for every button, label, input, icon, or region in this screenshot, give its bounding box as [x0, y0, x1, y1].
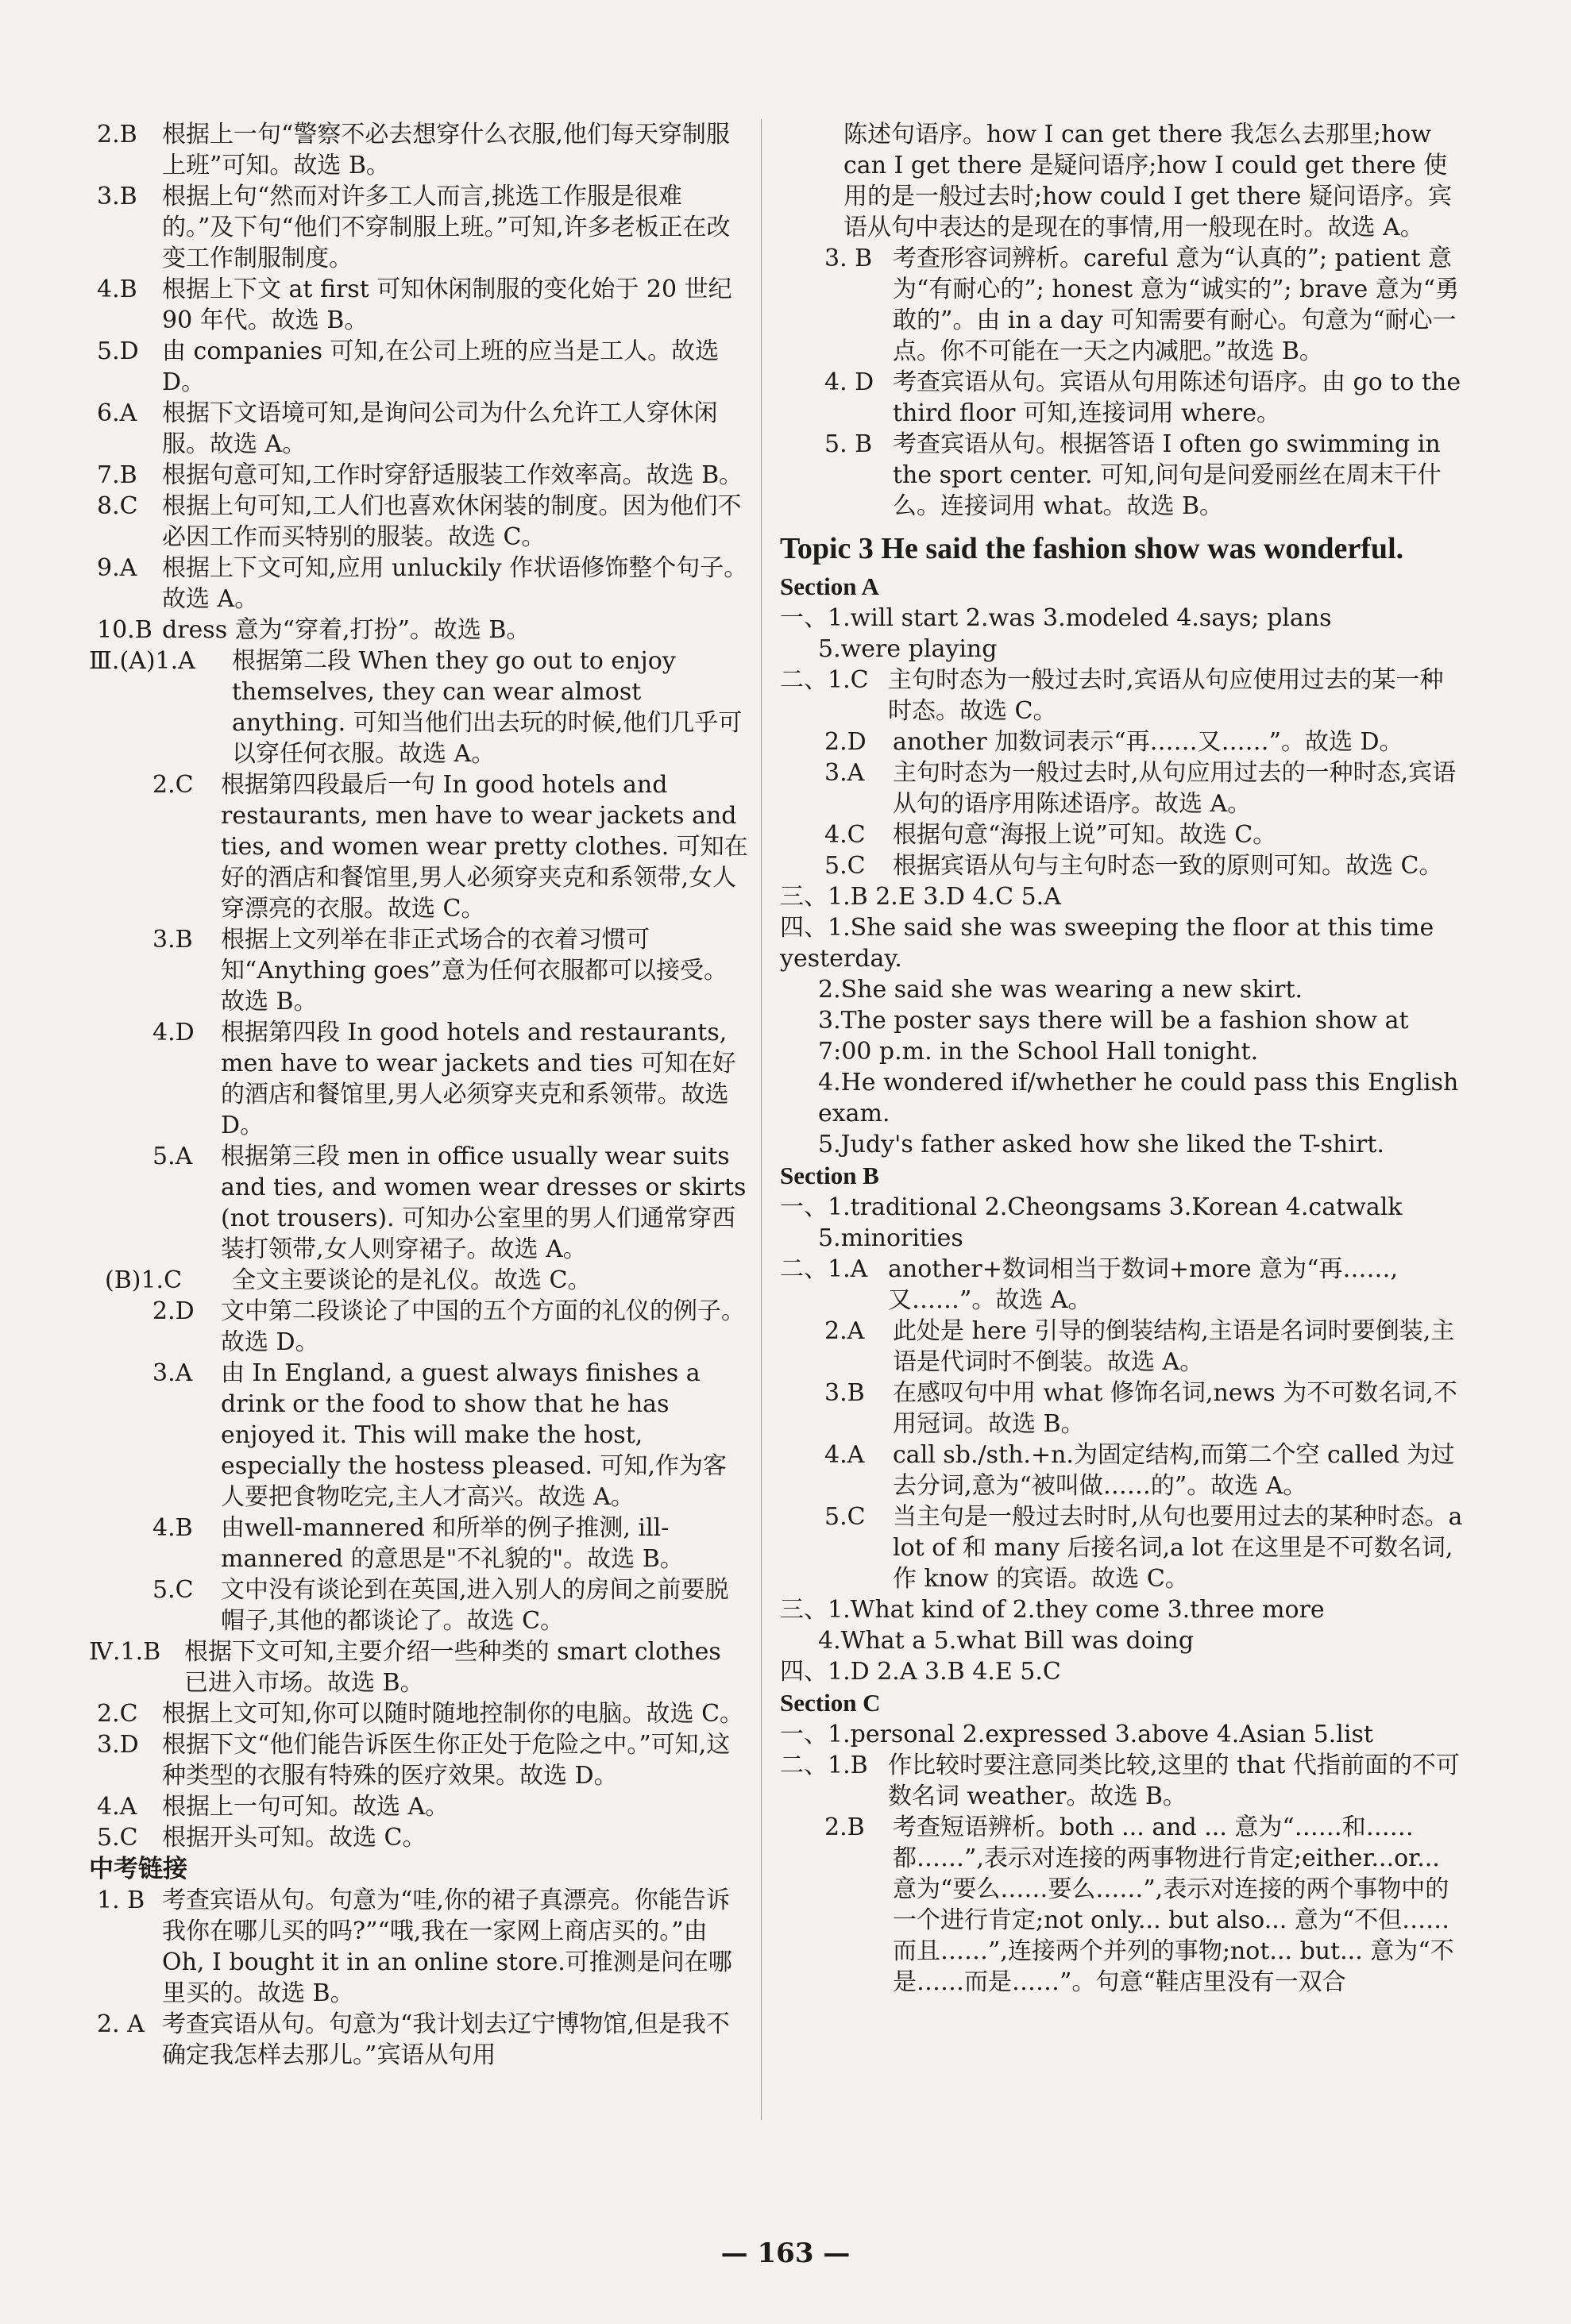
answer-item — [780, 819, 1463, 850]
answer-number: 4.A — [97, 1793, 137, 1821]
answer-text: 根据下文“他们能告诉医生你正处于危险之中。”可知,这种类型的衣服有特殊的医疗效果。故选 D。 — [162, 1731, 731, 1790]
answer-text: 由 In England, a guest always finishes a drink or the food to show that he has enjoyed it. This will make the host, especially the hostess pleased. 可知,作为客人要把食物吃完,主人才高兴。故选 A。 — [221, 1359, 728, 1511]
answer-number: 5.D — [97, 337, 139, 365]
answer-number: 4.C — [824, 821, 866, 849]
section-b-q2 — [780, 1316, 1463, 1594]
answer-number: 2.C — [152, 771, 194, 799]
section-b-q1-cont: 5.minorities — [818, 1224, 963, 1252]
answer-item — [780, 1316, 1463, 1378]
section-a-q2-1: 二、1.C 主句时态为一般过去时,宾语从句应使用过去的某一种时态。故选 C。 — [780, 666, 1444, 725]
answer-text: 由 companies 可知,在公司上班的应当是工人。故选 D。 — [162, 337, 720, 396]
section-c-q2-1: 二、1.B 作比较时要注意同类比较,这里的 that 代指前面的不可数名词 weather。故选 B。 — [780, 1752, 1460, 1810]
answer-group-2 — [89, 119, 748, 646]
answer-number: 3.D — [97, 1731, 139, 1759]
answer-group-zhongkao — [89, 1885, 748, 2071]
answer-text: 根据第四段最后一句 In good hotels and restaurants, men have to wear jackets and ties, and women wear pretty clothes. 可知在好的酒店和餐馆里,男人必须穿夹克和系领带,女人穿漂亮的衣服。故选 C。 — [221, 771, 748, 923]
answer-text: 根据上下文可知,应用 unluckily 作状语修饰整个句子。故选 A。 — [162, 554, 748, 613]
answer-item — [89, 769, 748, 924]
continuation-text: 陈述句语序。how I can get there 我怎么去那里;how can I get there 是疑问语序;how I could get there 使用的是一般过去时;how could I get there 疑问语序。宾语从句中表达的是现在的事情,用一般现在时。故选 A。 — [843, 121, 1452, 241]
answer-item-3a-1: Ⅲ.(A)1.A 根据第二段 When they go out to enjoy themselves, they can wear almost anything. 可知当他们出去玩的时候,他们几乎可以穿任何衣服。故选 A。 — [89, 647, 743, 768]
answer-text: 此处是 here 引导的倒装结构,主语是名词时要倒装,主语是代词时不倒装。故选 A。 — [893, 1317, 1455, 1376]
answer-text: 根据上下文 at first 可知休闲制服的变化始于 20 世纪 90 年代。故选 B。 — [162, 276, 732, 334]
answer-item — [780, 850, 1463, 881]
answer-text: 考查短语辨析。both ... and ... 意为“……和……都……”,表示对连接的两事物进行肯定;either...or... 意为“要么……要么……”,表示对连接的两个事物中的一个进行肯定;not only... but also... 意为“不但……而且……”,连接两个并列的事物;not... but... 意为“不是……而是……”。句意“鞋店里没有一双合 — [893, 1813, 1454, 1996]
answer-item — [89, 1822, 748, 1853]
answer-item — [89, 398, 748, 460]
section-a-q4-1: 四、1.She said she was sweeping the floor at this time yesterday. — [780, 914, 1434, 973]
answer-number: 4.A — [824, 1441, 865, 1469]
answer-number: 9.A — [97, 554, 137, 582]
answer-number: 3.B — [824, 1379, 865, 1407]
answer-item — [89, 1729, 748, 1791]
answer-text: 文中没有谈论到在英国,进入别人的房间之前要脱帽子,其他的都谈论了。故选 C。 — [221, 1576, 729, 1635]
answer-number: 3. B — [824, 245, 873, 272]
answer-item — [89, 1513, 748, 1574]
answer-text: 根据上文列举在非正式场合的衣着习惯可知“Anything goes”意为任何衣服都可以接受。故选 B。 — [221, 926, 728, 1016]
answer-item — [780, 757, 1463, 819]
answer-text: 根据上文可知,你可以随时随地控制你的电脑。故选 C。 — [162, 1700, 744, 1728]
answer-item — [89, 119, 748, 181]
answer-number: 4. D — [824, 368, 874, 396]
answer-text: 文中第二段谈论了中国的五个方面的礼仪的例子。故选 D。 — [221, 1297, 745, 1356]
answer-group-3a — [89, 769, 748, 1265]
section-a-heading: Section A — [780, 572, 879, 600]
answer-number: 2.D — [152, 1297, 195, 1325]
answer-text: 考查宾语从句。句意为“哇,你的裙子真漂亮。你能告诉我你在哪儿买的吗?”“哦,我在一家网上商店买的。”由 Oh, I bought it in an online store.可推测是问在哪里买的。故选 B。 — [162, 1887, 732, 2007]
answer-text: 根据第三段 men in office usually wear suits and ties, and women wear dresses or skirts (not trousers). 可知办公室里的男人们通常穿西装打领带,女人则穿裙子。故选 A。 — [221, 1143, 747, 1263]
section-c-q1: 一、1.personal 2.expressed 3.above 4.Asian 5.list — [780, 1721, 1373, 1748]
section-a-q1-cont: 5.were playing — [818, 635, 998, 663]
answer-number: 5.C — [152, 1576, 194, 1604]
answer-text: call sb./sth.+n.为固定结构,而第二个空 called 为过去分词,意为“被叫做……的”。故选 A。 — [893, 1441, 1455, 1500]
left-column — [89, 119, 748, 2071]
answer-text: 根据上句可知,工人们也喜欢休闲装的制度。因为他们不必因工作而买特别的服装。故选 C。 — [162, 492, 742, 551]
answer-text: 考查形容词辨析。careful 意为“认真的”; patient 意为“有耐心的”; honest 意为“诚实的”; brave 意为“勇敢的”。由 in a day 可知需要有耐心。句意为“耐心一点。你不可能在一天之内减肥。”故选 B。 — [893, 245, 1460, 365]
answer-text: 根据下文语境可知,是询问公司为什么允许工人穿休闲服。故选 A。 — [162, 399, 718, 458]
answer-item — [89, 1296, 748, 1358]
answer-number: 3.B — [152, 926, 193, 954]
answer-number: 3.A — [152, 1359, 193, 1387]
section-b-q3-cont: 4.What a 5.what Bill was doing — [818, 1627, 1195, 1655]
answer-item — [780, 367, 1463, 429]
answer-text: 根据第四段 In good hotels and restaurants, men have to wear jackets and ties 可知在好的酒店和餐馆里,男人必须穿夹克和系领带。故选 D。 — [221, 1019, 736, 1139]
answer-item — [89, 2009, 748, 2071]
answer-item — [89, 1574, 748, 1636]
section-b-q1: 一、1.traditional 2.Cheongsams 3.Korean 4.catwalk — [780, 1193, 1403, 1221]
answer-text: 根据上一句“警察不必去想穿什么衣服,他们每天穿制服上班”可知。故选 B。 — [162, 121, 730, 179]
answer-item — [780, 1812, 1463, 1998]
answer-number: 3.A — [824, 759, 865, 787]
answer-text: 根据宾语从句与主句时态一致的原则可知。故选 C。 — [893, 852, 1443, 880]
section-b-heading: Section B — [780, 1162, 879, 1189]
answer-group-zhongkao-cont — [780, 243, 1463, 522]
answer-item-4-1: Ⅳ.1.B 根据下文可知,主要介绍一些种类的 smart clothes 已进入市场。故选 B。 — [89, 1638, 721, 1697]
answer-number: 2.B — [824, 1813, 865, 1841]
answer-text: 主句时态为一般过去时,从句应用过去的一种时态,宾语从句的语序用陈述语序。故选 A。 — [893, 759, 1457, 818]
answer-number: 5.C — [824, 852, 866, 880]
answer-item — [780, 1378, 1463, 1439]
answer-item — [89, 1141, 748, 1265]
answer-number: 5. B — [824, 430, 873, 458]
section-c-heading: Section C — [780, 1689, 881, 1717]
answer-item — [89, 460, 748, 491]
answer-line: 3.The poster says there will be a fashion show at 7:00 p.m. in the School Hall tonight. — [818, 1007, 1409, 1066]
answer-item — [89, 1017, 748, 1141]
answer-text: 根据上一句可知。故选 A。 — [162, 1793, 450, 1821]
answer-item — [780, 1439, 1463, 1501]
answer-number: 3.B — [97, 183, 137, 210]
section-a-q2 — [780, 726, 1463, 881]
answer-text: 在感叹句中用 what 修饰名词,news 为不可数名词,不用冠词。故选 B。 — [893, 1379, 1457, 1438]
answer-number: 2. A — [97, 2010, 145, 2038]
answer-item — [89, 1698, 748, 1729]
answer-item — [89, 336, 748, 398]
answer-item — [89, 615, 748, 646]
section-a-q3: 三、1.B 2.E 3.D 4.C 5.A — [780, 883, 1061, 911]
answer-number: 7.B — [97, 461, 137, 489]
answer-number: 4.B — [152, 1514, 193, 1542]
section-b-q3: 三、1.What kind of 2.they come 3.three more — [780, 1596, 1325, 1624]
zhongkao-heading: 中考链接 — [89, 1855, 187, 1883]
answer-number: 6.A — [97, 399, 137, 427]
answer-item — [780, 243, 1463, 367]
answer-text: 由well-mannered 和所举的例子推测, ill-mannered 的意思是"不礼貌的"。故选 B。 — [221, 1514, 684, 1573]
answer-number: 5.C — [824, 1503, 866, 1531]
answer-number: 4.D — [152, 1019, 195, 1046]
topic-title: Topic 3 He said the fashion show was wonderful. — [780, 532, 1404, 565]
answer-text: 考查宾语从句。句意为“我计划去辽宁博物馆,但是我不确定我怎样去那儿。”宾语从句用 — [162, 2010, 730, 2069]
answer-item-3b-1: (B)1.C 全文主要谈论的是礼仪。故选 C。 — [105, 1266, 592, 1294]
answer-text: another 加数词表示“再……又……”。故选 D。 — [893, 728, 1403, 756]
answer-text: 根据上句“然而对许多工人而言,挑选工作服是很难的。”及下句“他们不穿制服上班。”可知,许多老板正在改变工作制服制度。 — [162, 183, 731, 272]
answer-number: 2.C — [97, 1700, 138, 1728]
answer-line: 5.Judy's father asked how she liked the T-shirt. — [818, 1131, 1384, 1158]
answer-item — [89, 1791, 748, 1822]
answer-item — [89, 553, 748, 615]
answer-text: 根据句意可知,工作时穿舒适服装工作效率高。故选 B。 — [162, 461, 743, 489]
answer-group-3b — [89, 1296, 748, 1636]
answer-item — [89, 1358, 748, 1513]
right-column — [780, 119, 1463, 1998]
answer-line: 4.He wondered if/whether he could pass this English exam. — [818, 1069, 1459, 1127]
column-divider — [761, 119, 762, 2120]
answer-item — [780, 429, 1463, 522]
answer-number: 4.B — [97, 276, 137, 303]
answer-number: 1. B — [97, 1887, 145, 1914]
answer-text: 当主句是一般过去时时,从句也要用过去的某种时态。a lot of 和 many 后接名词,a lot 在这里是不可数名词,作 know 的宾语。故选 C。 — [893, 1503, 1463, 1593]
answer-number: 8.C — [97, 492, 138, 520]
section-c-q2 — [780, 1812, 1463, 1998]
section-a-q1: 一、1.will start 2.was 3.modeled 4.says; plans — [780, 604, 1332, 632]
answer-group-4 — [89, 1698, 748, 1853]
answer-text: 根据句意“海报上说”可知。故选 C。 — [893, 821, 1277, 849]
answer-item — [89, 491, 748, 553]
answer-number: 2.B — [97, 121, 137, 148]
answer-text: 考查宾语从句。宾语从句用陈述句语序。由 go to the third floor 可知,连接词用 where。 — [893, 368, 1461, 427]
answer-number: 10.B — [97, 616, 152, 644]
answer-number: 2.D — [824, 728, 867, 756]
answer-item — [89, 274, 748, 336]
answer-item — [780, 1501, 1463, 1594]
answer-text: 考查宾语从句。根据答语 I often go swimming in the sport center. 可知,问句是问爱丽丝在周末干什么。连接词用 what。故选 B。 — [893, 430, 1442, 520]
page-number: — 163 — — [720, 2237, 851, 2269]
answer-number: 5.A — [152, 1143, 193, 1170]
answer-line: 2.She said she was wearing a new skirt. — [818, 976, 1303, 1004]
answer-item — [780, 726, 1463, 757]
section-b-q4: 四、1.D 2.A 3.B 4.E 5.C — [780, 1658, 1061, 1686]
answer-item — [89, 181, 748, 274]
answer-item — [89, 924, 748, 1017]
answer-number: 2.A — [824, 1317, 865, 1345]
section-b-q2-1: 二、1.A another+数词相当于数词+more 意为“再……,又……”。故选 A。 — [780, 1255, 1399, 1314]
answer-text: dress 意为“穿着,打扮”。故选 B。 — [162, 616, 531, 644]
answer-number: 5.C — [97, 1824, 138, 1852]
answer-item — [89, 1885, 748, 2009]
answer-text: 根据开头可知。故选 C。 — [162, 1824, 427, 1852]
section-a-q4 — [780, 974, 1463, 1160]
